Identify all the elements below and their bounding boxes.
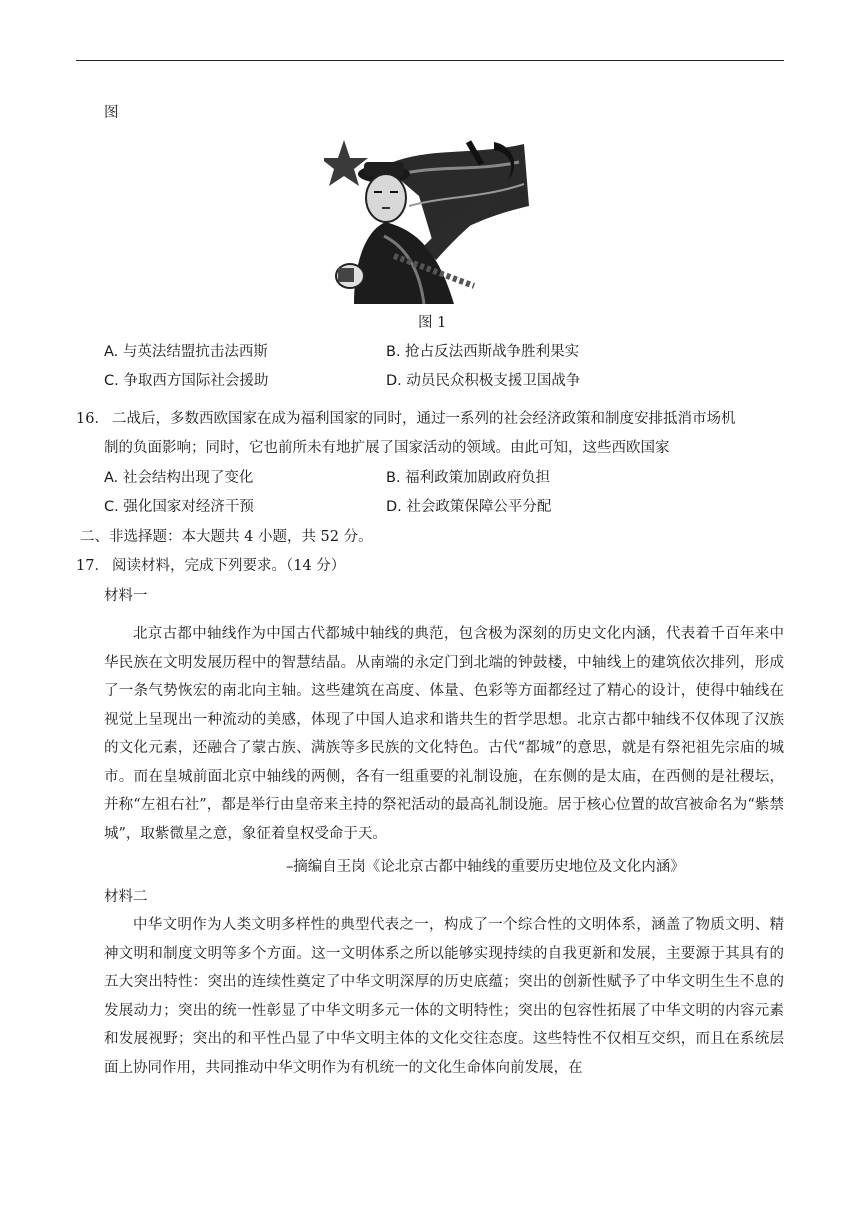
figure-intro-tail: 图 — [104, 105, 119, 121]
q15-option-d[interactable]: D. 动员民众积极支援卫国战争 — [386, 373, 581, 389]
q16-stem-line1: 二战后，多数西欧国家在成为福利国家的同时，通过一系列的社会经济政策和制度安排抵消市场机 — [112, 411, 736, 427]
material-1-source: –摘编自王岗《论北京古都中轴线的重要历史地位及文化内涵》 — [286, 859, 685, 875]
material-1-title: 材料一 — [104, 588, 148, 604]
q16-option-a[interactable]: A. 社会结构出现了变化 — [104, 470, 254, 486]
soviet-soldier-poster-image — [324, 136, 534, 304]
material-1-text: 北京古都中轴线作为中国古代都城中轴线的典范，包含极为深刻的历史文化内涵，代表着千百年来中华民族在文明发展历程中的智慧结晶。从南端的永定门到北端的钟鼓楼，中轴线上的建筑依次排列，形成了一条气势恢宏的南北向主轴。这些建筑在高度、体量、色彩等方面都经过了精心的设计，使得中轴线在视觉上呈现出一种流动的美感，体现了中国人追求和谐共生的哲学思想。北京古都中轴线不仅体现了汉族的文化元素，还融合了蒙古族、满族等多民族的文化特色。古代“都城”的意思，就是有祭祀祖先宗庙的城市。而在皇城前面北京中轴线的两侧，各有一组重要的礼制设施，在东侧的是太庙，在西侧的是社稷坛，并称“左祖右社”，都是举行由皇帝来主持的祭祀活动的最高礼制设施。居于核心位置的故宫被命名为“紫禁城”，取紫微星之意，象征着皇权受命于天。 — [104, 626, 785, 842]
q17-prompt: 阅读材料，完成下列要求。（14 分） — [112, 558, 346, 574]
figure-caption: 图 1 — [418, 315, 447, 331]
section-heading: 二、非选择题：本大题共 4 小题，共 52 分。 — [80, 529, 373, 545]
material-2-title: 材料二 — [104, 889, 148, 905]
q15-option-c[interactable]: C. 争取西方国际社会援助 — [104, 373, 269, 389]
q15-option-a[interactable]: A. 与英法结盟抗击法西斯 — [104, 344, 268, 360]
material-2-text: 中华文明作为人类文明多样性的典型代表之一，构成了一个综合性的文明体系，涵盖了物质文明、精神文明和制度文明等多个方面。这一文明体系之所以能够实现持续的自我更新和发展，主要源于其具有的五大突出特性：突出的连续性奠定了中华文明深厚的历史底蕴；突出的创新性赋予了中华文明生生不息的发展动力；突出的统一性彰显了中华文明多元一体的文明特性；突出的包容性拓展了中华文明的内容元素和发展视野；突出的和平性凸显了中华文明主体的文化交往态度。这些特性不仅相互交织，而且在系统层面上协同作用，共同推动中华文明作为有机统一的文化生命体向前发展，在 — [104, 917, 784, 1076]
q15-option-b[interactable]: B. 抢占反法西斯战争胜利果实 — [386, 344, 580, 360]
q16-option-b[interactable]: B. 福利政策加剧政府负担 — [386, 470, 551, 486]
header-rule — [76, 60, 784, 61]
q16-stem-line2: 制的负面影响；同时，它也前所未有地扩展了国家活动的领域。由此可知，这些西欧国家 — [104, 440, 670, 456]
q16-option-c[interactable]: C. 强化国家对经济干预 — [104, 499, 254, 515]
q16-option-d[interactable]: D. 社会政策保障公平分配 — [386, 499, 552, 515]
q16-number: 16． — [76, 411, 109, 427]
q17-number: 17． — [76, 558, 109, 574]
